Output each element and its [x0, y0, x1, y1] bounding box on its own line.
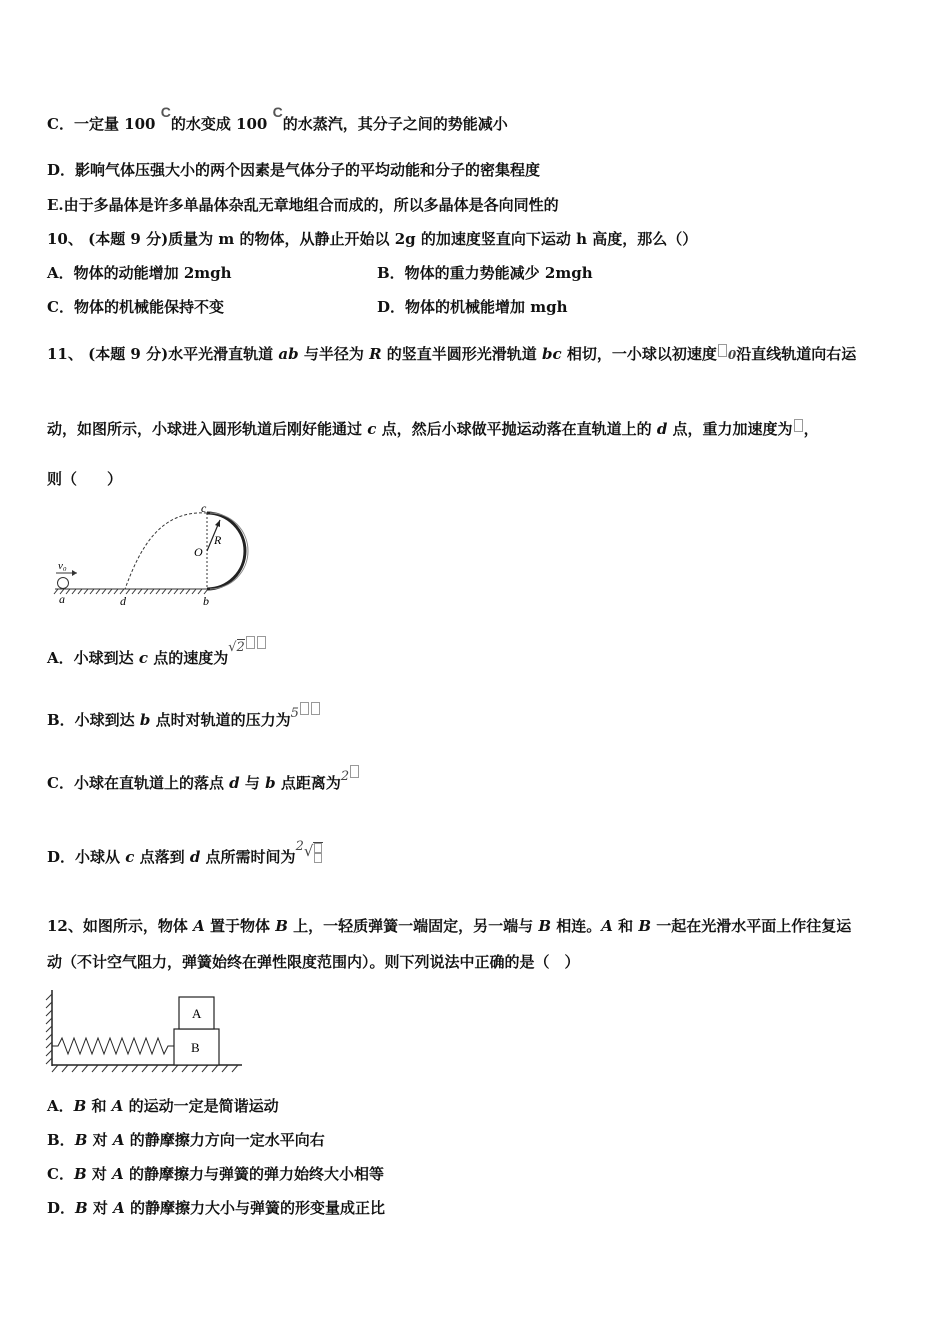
- q10-stem: 10、 (本题 9 分)质量为 m 的物体，从静止开始以 2g 的加速度竖直向下运动 h 高度，那么（）: [47, 230, 698, 248]
- q9-option-e: E.由于多晶体是许多单晶体杂乱无章地组合而成的，所以多晶体是各向同性的: [47, 196, 559, 214]
- fig-label-c: c: [201, 501, 207, 515]
- q11-option-d: D．小球从 c 点落到 d 点所需时间为2√: [47, 847, 323, 869]
- g-symbol-icon: [311, 702, 320, 715]
- q12-stem-line2: 动（不计空气阻力，弹簧始终在弹性限度范围内）。则下列说法中正确的是（ ）: [47, 953, 580, 971]
- g-symbol-icon: [246, 636, 255, 649]
- q9-option-d: D．影响气体压强大小的两个因素是气体分子的平均动能和分子的密集程度: [47, 161, 541, 179]
- q12-spring-figure: [44, 986, 244, 1078]
- degree-sign: C: [272, 104, 283, 120]
- degree-sign: C: [160, 104, 171, 120]
- q9-option-c: C．一定量 100 C的水变成 100 C的水蒸汽，其分子之间的势能减小: [47, 104, 508, 133]
- g-symbol-icon: [794, 419, 803, 432]
- q10-option-d: D．物体的机械能增加 mgh: [377, 298, 568, 316]
- q10-option-b: B．物体的重力势能减少 2mgh: [377, 264, 593, 282]
- fig-label-d: d: [120, 594, 126, 608]
- fig-block-b-label: B: [191, 1040, 200, 1055]
- q12-stem-line1: 12、如图所示，物体 A 置于物体 B 上，一轻质弹簧一端固定，另一端与 B 相连。A 和 B 一起在光滑水平面上作往复运: [47, 917, 852, 935]
- q11-option-a: A．小球到达 c 点的速度为√2: [47, 648, 267, 670]
- R-symbol-icon: [350, 765, 359, 778]
- g-symbol-icon: [314, 853, 322, 863]
- q12-option-a: A．B 和 A 的运动一定是简谐运动: [47, 1097, 279, 1115]
- R-symbol-icon: [257, 636, 266, 649]
- fig-label-O: O: [194, 545, 203, 559]
- q11-track-figure: [50, 498, 255, 610]
- q12-option-b: B．B 对 A 的静摩擦力方向一定水平向右: [47, 1131, 325, 1149]
- q11-stem-line3: 则（ ）: [47, 470, 123, 488]
- q11-stem-line1: 11、 (本题 9 分)水平光滑直轨道 ab 与半径为 R 的竖直半圆形光滑轨道 bc 相切，一小球以初速度 0沿直线轨道向右运: [47, 345, 857, 363]
- q11-stem-line2: 动，如图所示，小球进入圆形轨道后刚好能通过 c 点，然后小球做平抛运动落在直轨道上的 d 点，重力加速度为 ，: [47, 420, 819, 438]
- m-symbol-icon: [300, 702, 309, 715]
- q11-option-b: B．小球到达 b 点时对轨道的压力为5: [47, 710, 321, 732]
- fig-label-b: b: [203, 594, 209, 608]
- fig-label-a: a: [59, 592, 65, 606]
- fig-label-v0: v₀: [58, 560, 67, 572]
- q12-option-c: C．B 对 A 的静摩擦力与弹簧的弹力始终大小相等: [47, 1165, 384, 1183]
- v-symbol-icon: [718, 344, 727, 357]
- q12-option-d: D．B 对 A 的静摩擦力大小与弹簧的形变量成正比: [47, 1199, 386, 1217]
- fig-label-R: R: [214, 533, 222, 547]
- q10-option-c: C．物体的机械能保持不变: [47, 298, 224, 316]
- R-symbol-icon: [314, 843, 322, 853]
- q10-option-a: A．物体的动能增加 2mgh: [47, 264, 232, 282]
- q11-option-c: C．小球在直轨道上的落点 d 与 b 点距离为2: [47, 773, 360, 795]
- fig-block-a-label: A: [192, 1006, 202, 1021]
